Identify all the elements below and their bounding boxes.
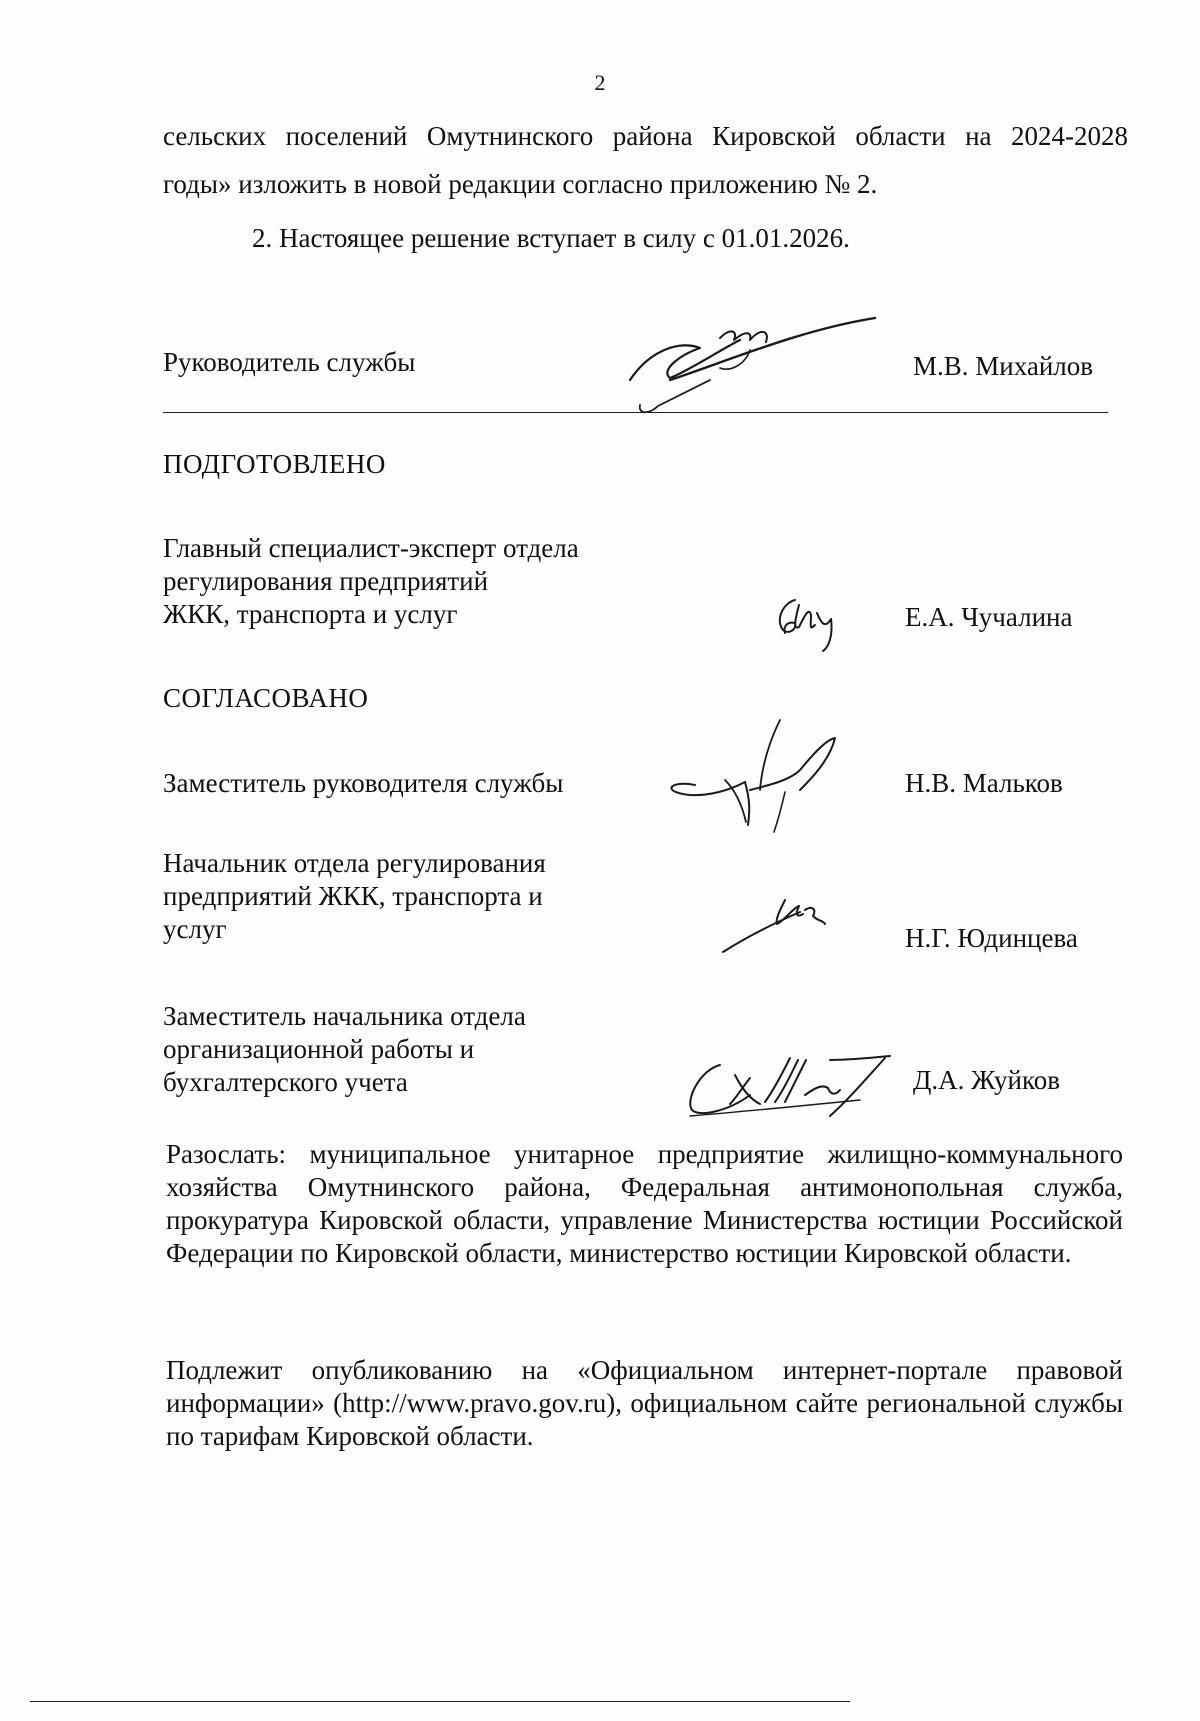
head-name: М.В. Михайлов — [913, 351, 1094, 381]
position-line: регулирования предприятий — [163, 566, 489, 596]
position-line: услуг — [163, 914, 227, 944]
page-number: 2 — [594, 70, 606, 95]
agreed-heading: СОГЛАСОВАНО — [163, 683, 369, 713]
head-signature-image — [610, 310, 890, 425]
agreed-signer-name: Н.Г. Юдинцева — [905, 923, 1078, 953]
position-line: Начальник отдела регулирования — [163, 848, 546, 878]
continuation-paragraph — [163, 112, 1128, 208]
distribution-list: Разослать: муниципальное унитарное предприятие жилищно-коммунального хозяйства Омутнинского района, Федеральная антимонопольная служба, прокуратура Кировской области, управление Министерства юстиции Российской Федерации по Кировской области, министерство юстиции Кировской области. — [166, 1139, 1123, 1268]
publication-note: Подлежит опубликованию на «Официальном интернет-портале правовой информации» (http://www.pravo.gov.ru), официальном сайте региональной службы по тарифам Кировской области. — [166, 1355, 1123, 1451]
prepared-position — [163, 532, 579, 631]
prepared-name: Е.А. Чучалина — [905, 602, 1073, 632]
position-line: Главный специалист-эксперт отдела — [163, 533, 579, 563]
paragraph-line: сельских поселений Омутнинского района Кировской области на 2024-2028 — [163, 121, 1128, 151]
paragraph-line: годы» изложить в новой редакции согласно приложению № 2. — [163, 169, 878, 199]
position-line: Заместитель начальника отдела — [163, 1001, 526, 1031]
position-line: предприятий ЖКК, транспорта и — [163, 881, 543, 911]
position-line: ЖКК, транспорта и услуг — [163, 599, 458, 629]
item-2-paragraph: 2. Настоящее решение вступает в силу с 01.01.2026. — [252, 223, 850, 253]
footer-rule — [30, 1701, 850, 1702]
agreed-signer-signature-image — [715, 880, 855, 965]
head-position: Руководитель службы — [163, 347, 416, 377]
position-line: организационной работы и — [163, 1034, 475, 1064]
position-line: бухгалтерского учета — [163, 1067, 408, 1097]
agreed-signer-signature-image — [650, 710, 890, 845]
agreed-signer-position — [163, 767, 563, 800]
agreed-signer-name: Д.А. Жуйков — [913, 1065, 1060, 1095]
signature-divider — [163, 412, 1108, 413]
agreed-signer-position — [163, 847, 546, 946]
prepared-heading: ПОДГОТОВЛЕНО — [163, 449, 386, 479]
agreed-signer-position — [163, 1000, 526, 1099]
agreed-signer-signature-image — [680, 1040, 900, 1135]
prepared-signature-image — [765, 585, 875, 670]
position-line: Заместитель руководителя службы — [163, 768, 564, 798]
agreed-signer-name: Н.В. Мальков — [905, 768, 1063, 798]
